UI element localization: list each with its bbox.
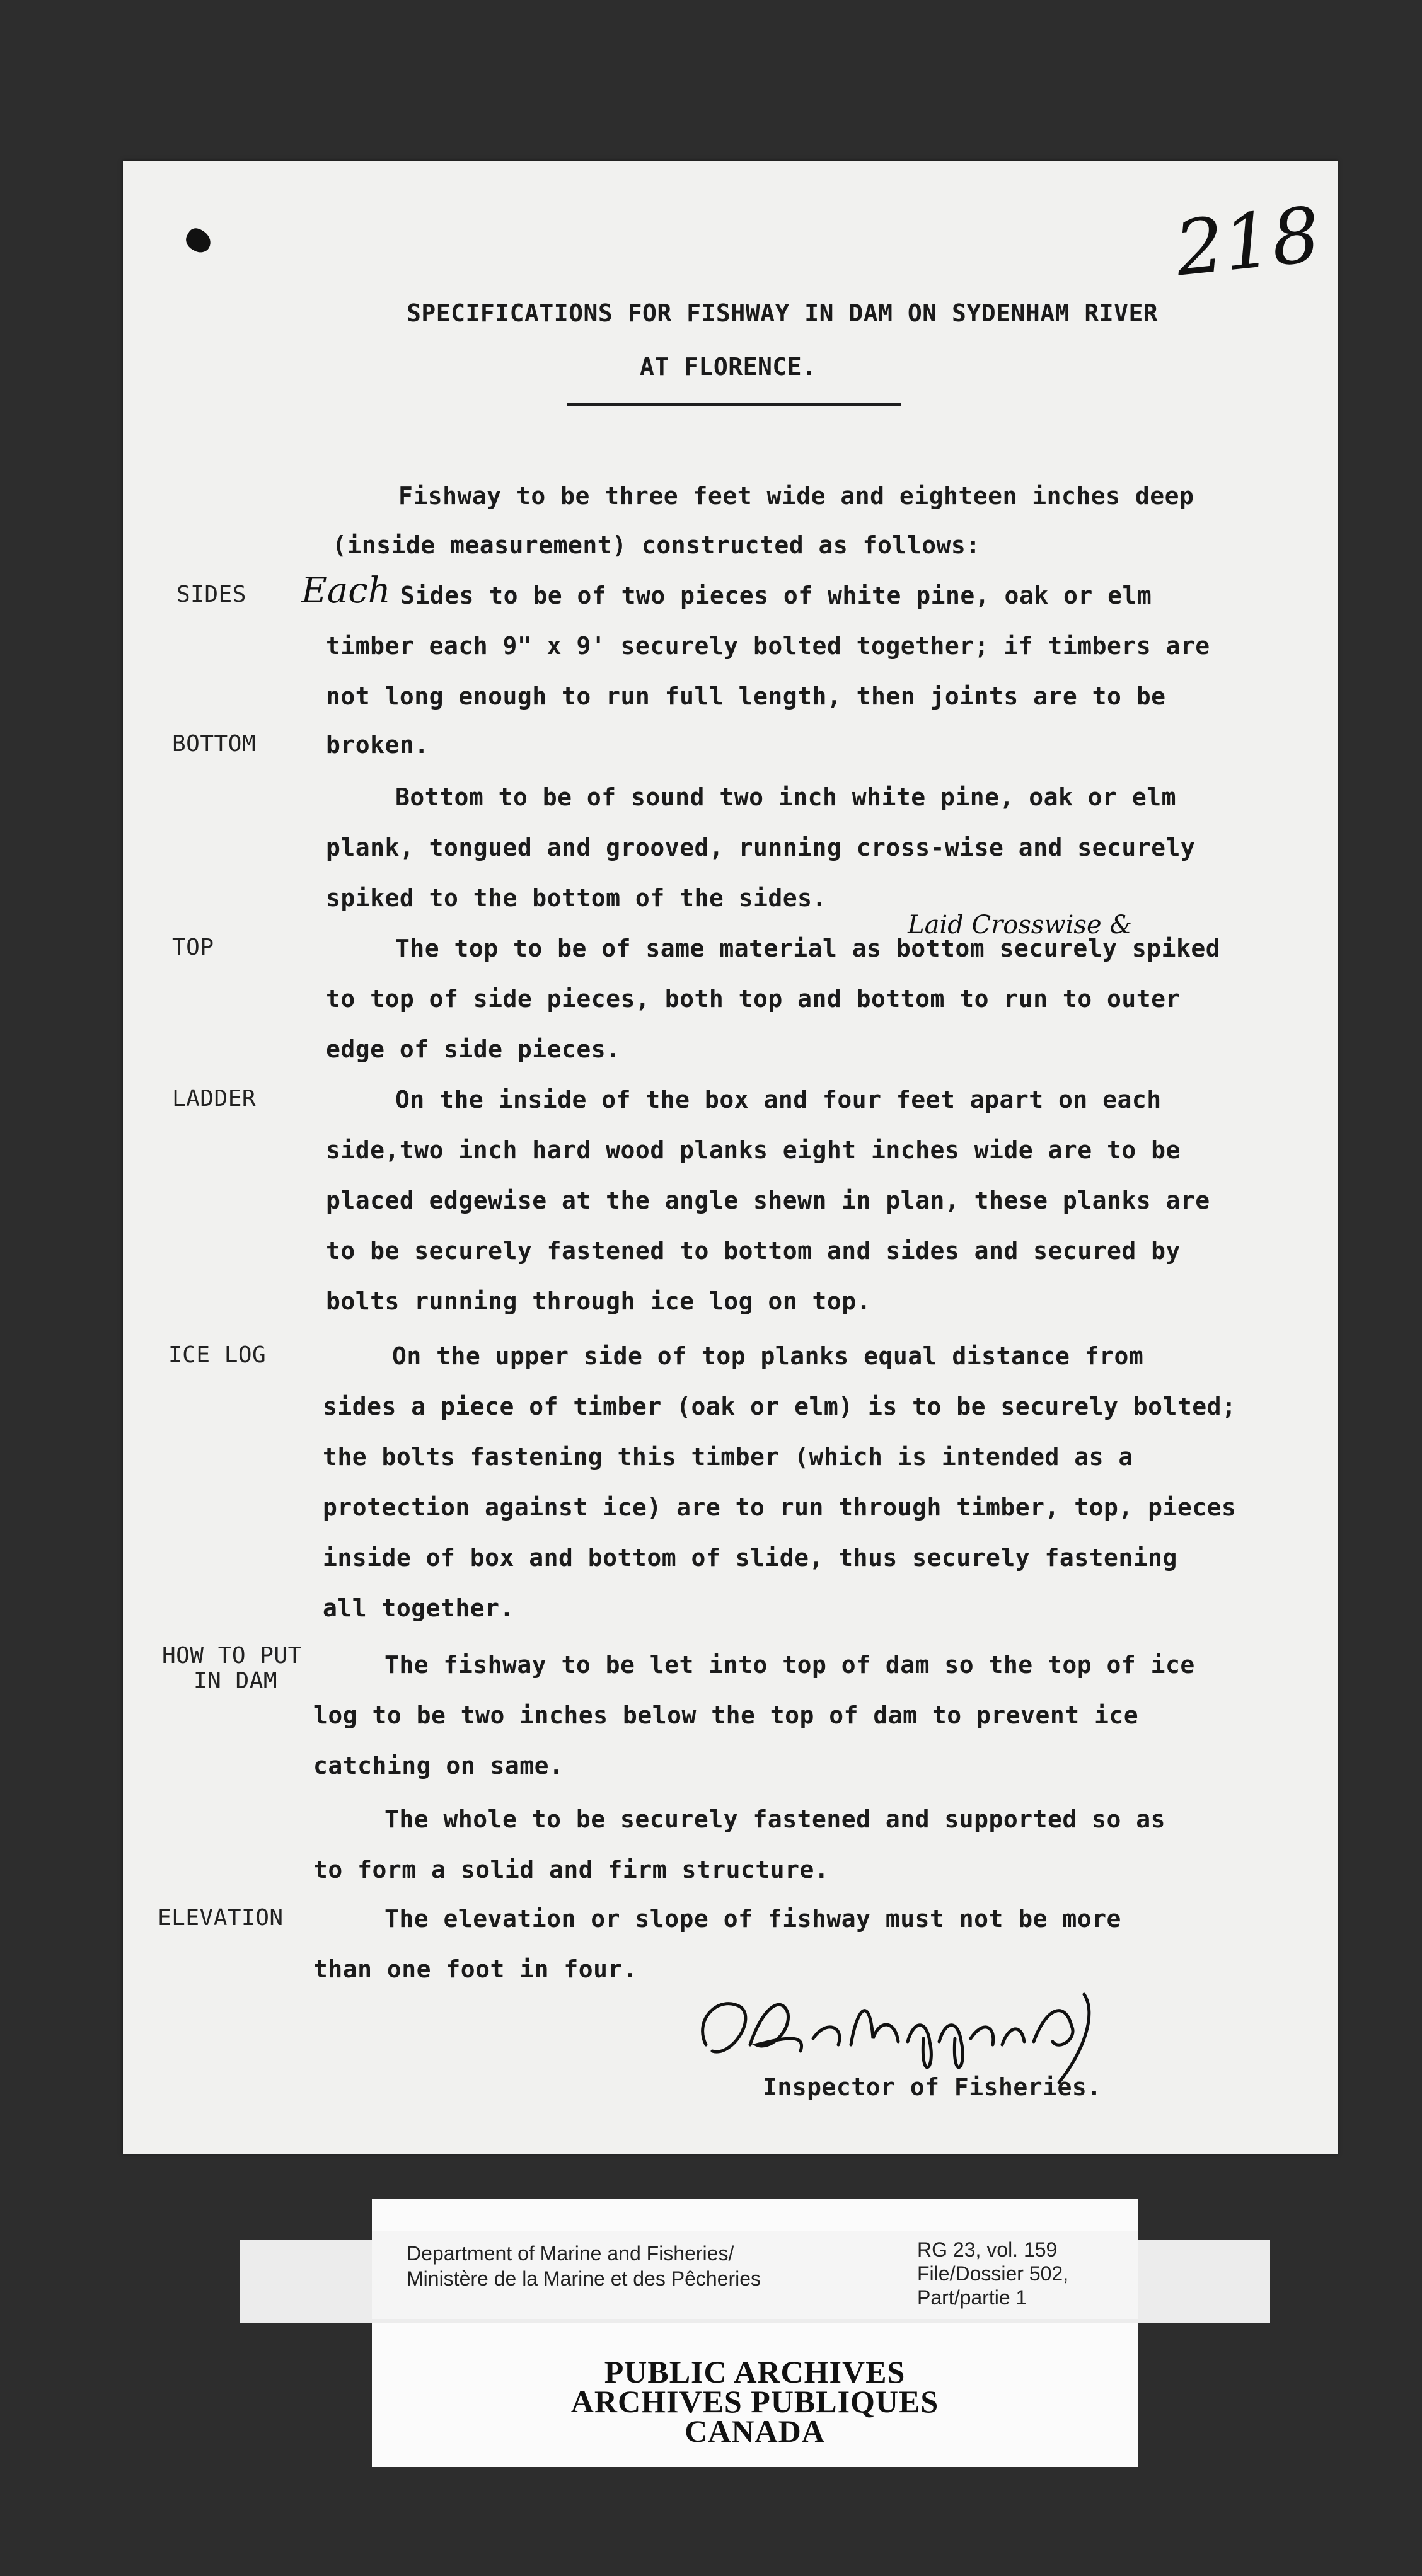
title-line-1: SPECIFICATIONS FOR FISHWAY IN DAM ON SYDENHAM RIVER: [407, 299, 1159, 327]
handwritten-each: Each: [301, 570, 391, 611]
page-number: 218: [1171, 191, 1324, 294]
ice-log-line-6: all together.: [323, 1594, 514, 1622]
section-label-in-dam: IN DAM: [194, 1668, 278, 1694]
sides-line-1: Sides to be of two pieces of white pine, oak or elm: [400, 582, 1152, 609]
whole-line-1: The whole to be securely fastened and supported so as: [384, 1805, 1166, 1833]
section-label-elevation: ELEVATION: [158, 1905, 284, 1931]
section-label-how-to-put: HOW TO PUT: [162, 1643, 302, 1669]
ice-log-line-3: the bolts fastening this timber (which is intended as a: [323, 1443, 1133, 1471]
whole-line-2: to form a solid and firm structure.: [313, 1856, 830, 1883]
bottom-line-1: Bottom to be of sound two inch white pine, oak or elm: [395, 783, 1177, 811]
handwritten-laid-crosswise: Laid Crosswise &: [908, 911, 1132, 940]
how-to-put-line-3: catching on same.: [313, 1752, 564, 1780]
how-to-put-line-2: log to be two inches below the top of dam to prevent ice: [313, 1701, 1139, 1729]
ice-log-line-5: inside of box and bottom of slide, thus securely fastening: [323, 1544, 1177, 1572]
ice-log-line-1: On the upper side of top planks equal distance from: [392, 1342, 1144, 1370]
sides-line-4: broken.: [326, 731, 429, 759]
elevation-line-2: than one foot in four.: [313, 1955, 638, 1983]
top-line-1: The top to be of same material as bottom securely spiked: [395, 934, 1221, 962]
ice-log-line-2: sides a piece of timber (oak or elm) is to be securely bolted;: [323, 1393, 1237, 1420]
title-line-2: AT FLORENCE.: [640, 353, 817, 381]
section-label-sides: SIDES: [176, 582, 246, 607]
archives-line-2: ARCHIVES PUBLIQUES: [570, 2384, 939, 2419]
top-line-3: edge of side pieces.: [326, 1035, 621, 1063]
sides-line-2: timber each 9" x 9' securely bolted together; if timbers are: [326, 632, 1210, 660]
intro-line-2: (inside measurement) constructed as follows:: [332, 531, 981, 559]
department-english: Department of Marine and Fisheries/: [407, 2242, 734, 2265]
ice-log-line-4: protection against ice) are to run through timber, top, pieces: [323, 1493, 1237, 1521]
how-to-put-line-1: The fishway to be let into top of dam so the top of ice: [384, 1651, 1195, 1679]
archive-ref-line-3: Part/partie 1: [917, 2286, 1027, 2309]
archive-ref-line-2: File/Dossier 502,: [917, 2262, 1069, 2285]
sides-line-3: not long enough to run full length, then joints are to be: [326, 682, 1166, 710]
ink-blot: [182, 225, 215, 256]
section-label-bottom: BOTTOM: [172, 731, 257, 757]
ladder-line-1: On the inside of the box and four feet apart on each: [395, 1086, 1162, 1113]
ladder-line-4: to be securely fastened to bottom and sides and secured by: [326, 1237, 1181, 1265]
department-french: Ministère de la Marine et des Pêcheries: [407, 2267, 761, 2290]
ladder-line-5: bolts running through ice log on top.: [326, 1287, 871, 1315]
bottom-line-3: spiked to the bottom of the sides.: [326, 884, 827, 912]
bottom-line-2: plank, tongued and grooved, running cross-wise and securely: [326, 834, 1196, 861]
document-page: [123, 161, 1338, 2154]
section-label-ice-log: ICE LOG: [168, 1342, 267, 1368]
ladder-line-2: side,two inch hard wood planks eight inches wide are to be: [326, 1136, 1181, 1164]
elevation-line-1: The elevation or slope of fishway must not be more: [384, 1905, 1121, 1933]
title-underline: [567, 403, 901, 406]
section-label-ladder: LADDER: [172, 1086, 257, 1112]
intro-line-1: Fishway to be three feet wide and eighteen inches deep: [398, 482, 1194, 510]
section-label-top: TOP: [172, 934, 214, 960]
signature-title: Inspector of Fisheries.: [763, 2073, 1102, 2101]
archives-line-1: PUBLIC ARCHIVES: [604, 2354, 906, 2389]
ladder-line-3: placed edgewise at the angle shewn in plan, these planks are: [326, 1187, 1210, 1214]
top-line-2: to top of side pieces, both top and bottom to run to outer: [326, 985, 1181, 1013]
archive-ref-line-1: RG 23, vol. 159: [917, 2238, 1058, 2261]
archives-line-3: CANADA: [685, 2413, 825, 2449]
